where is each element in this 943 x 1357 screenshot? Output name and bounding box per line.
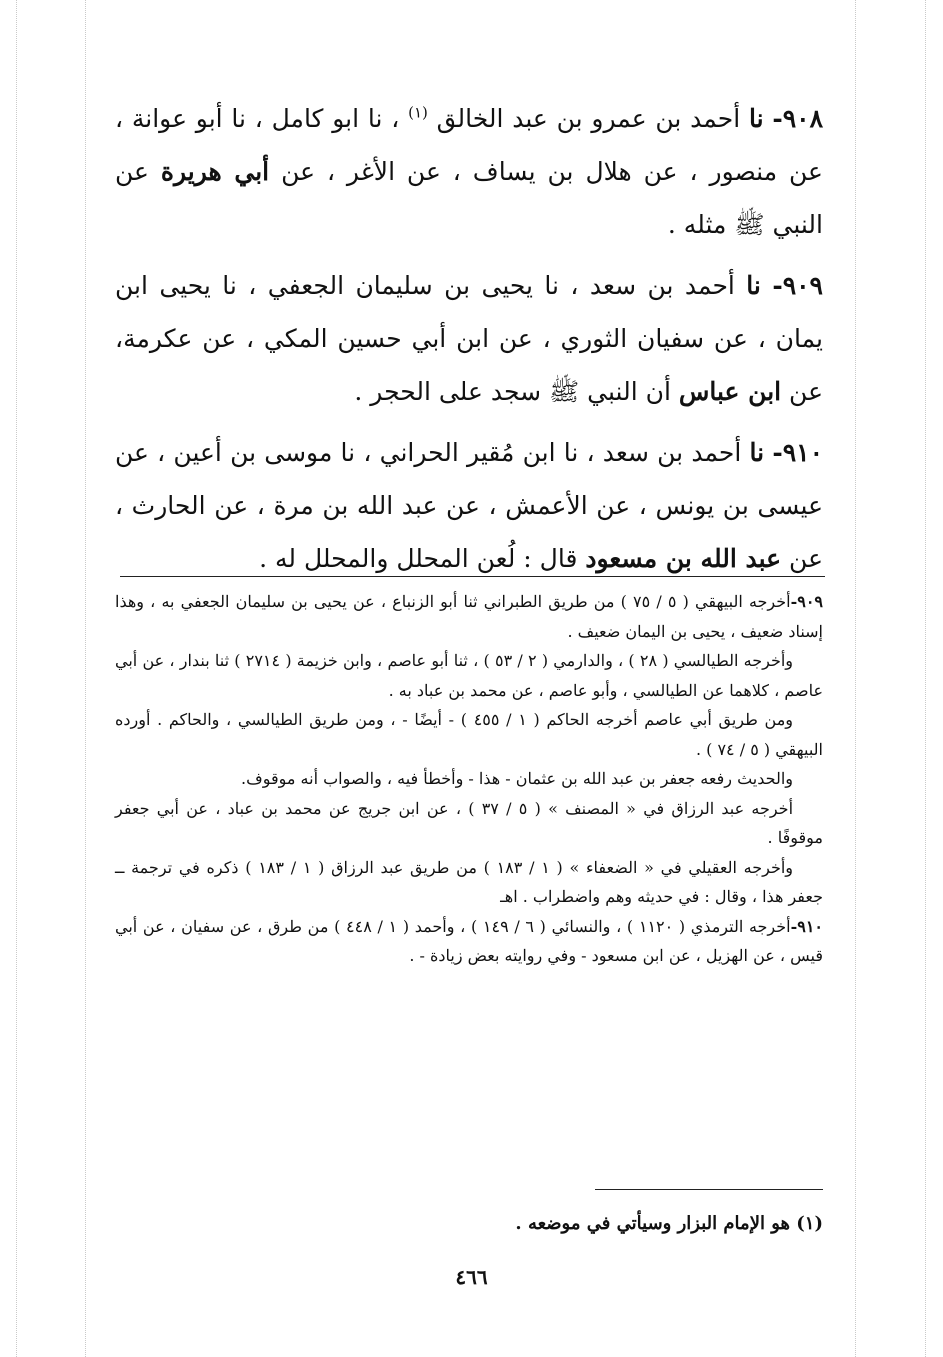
- note-paragraph: ومن طريق أبي عاصم أخرجه الحاكم ( ١ / ٤٥٥ ) - أيضًا - ، ومن طريق الطيالسي ، والحاكم . أورده البيهقي ( ٥ / ٧٤ ) .: [115, 710, 823, 759]
- note-910: ٩١٠-أخرجه الترمذي ( ١١٢٠ ) ، والنسائي ( ٦ / ١٤٩ ) ، وأحمد ( ١ / ٤٤٨ ) من طرق ، عن سفيان ، عن أبي قيس ، عن الهزيل ، عن ابن مسعود - وفي روايته بعض زيادة - .: [115, 916, 824, 965]
- footnote: (١) هو الإمام البزار وسيأتي في موضعه .: [515, 1213, 823, 1234]
- footnote-reference: (١): [408, 103, 428, 122]
- hadith-entry-910: ٩١٠- نا أحمد بن سعد ، نا ابن مُقير الحراني ، نا موسى بن أعين ، عن عيسى بن يونس ، عن الأعمش ، عن عبد الله بن مرة ، عن الحارث ، عن عبد الله بن مسعود قال : لُعن المحلل والمحلل له .: [115, 438, 824, 573]
- companion-name: عبد الله بن مسعود: [585, 544, 782, 573]
- hadith-number: ٩٠٩-: [772, 271, 823, 300]
- note-909: ٩٠٩-أخرجه البيهقي ( ٥ / ٧٥ ) من طريق الطبراني ثنا أبو الزنباع ، عن يحيى بن سليمان الجعفي به ، وهذا إسناد ضعيف ، يحيى بن اليمان ضعيف .: [115, 592, 824, 641]
- hadith-text-block: [115, 92, 823, 593]
- hadith-number: ٩١٠-: [772, 438, 824, 467]
- scan-guide-line: [925, 0, 926, 1357]
- takhrij-notes: [115, 587, 823, 971]
- page-number: ٤٦٦: [455, 1265, 488, 1289]
- scan-guide-line: [855, 0, 856, 1357]
- narration-marker: نا: [746, 271, 761, 300]
- note-label: ٩٠٩-: [790, 592, 824, 611]
- hadith-number: ٩٠٨-: [772, 104, 824, 133]
- notes-divider: [120, 576, 825, 577]
- companion-name: ابن عباس: [678, 377, 782, 406]
- scan-guide-line: [16, 0, 17, 1357]
- note-paragraph: أخرجه عبد الرزاق في « المصنف » ( ٥ / ٣٧ ) ، عن ابن جريج عن محمد بن عباد ، عن أبي جعفر موقوفًا .: [115, 798, 823, 847]
- narration-marker: نا: [748, 104, 764, 133]
- footnote-divider: [595, 1189, 823, 1190]
- note-paragraph: وأخرجه العقيلي في « الضعفاء » ( ١ / ١٨٣ ) من طريق عبد الرزاق ( ١ / ١٨٣ ) ذكره في ترجمة ــ جعفر هذا ، وقال : في حديثه وهم واضطراب . اهـ: [115, 857, 823, 906]
- hadith-entry-908: ٩٠٨- نا أحمد بن عمرو بن عبد الخالق $^{(١)}$ ، نا ابو كامل ، نا أبو عوانة ، عن منصور ، عن هلال بن يساف ، عن الأغر ، عن أبي هريرة عن النبي ﷺ مثله .: [115, 103, 824, 239]
- scan-guide-line: [85, 0, 86, 1357]
- narration-marker: نا: [749, 438, 765, 467]
- note-label: ٩١٠-: [790, 916, 824, 936]
- companion-name: أبي هريرة: [160, 157, 270, 186]
- note-paragraph: وأخرجه الطيالسي ( ٢٨ ) ، والدارمي ( ٢ / ٥٣ ) ، ثنا أبو عاصم ، وابن خزيمة ( ٢٧١٤ ) ثنا بندار ، عن أبي عاصم ، كلاهما عن الطيالسي ، وأبو عاصم ، عن محمد بن عباد به .: [115, 651, 823, 700]
- note-paragraph: والحديث رفعه جعفر بن عبد الله بن عثمان - هذا - وأخطأ فيه ، والصواب أنه موقوف.: [241, 769, 793, 788]
- hadith-entry-909: ٩٠٩- نا أحمد بن سعد ، نا يحيى بن سليمان الجعفي ، نا يحيى ابن يمان ، عن سفيان الثوري ، عن ابن أبي حسين المكي ، عن عكرمة، عن ابن عباس أن النبي ﷺ سجد على الحجر .: [115, 271, 823, 406]
